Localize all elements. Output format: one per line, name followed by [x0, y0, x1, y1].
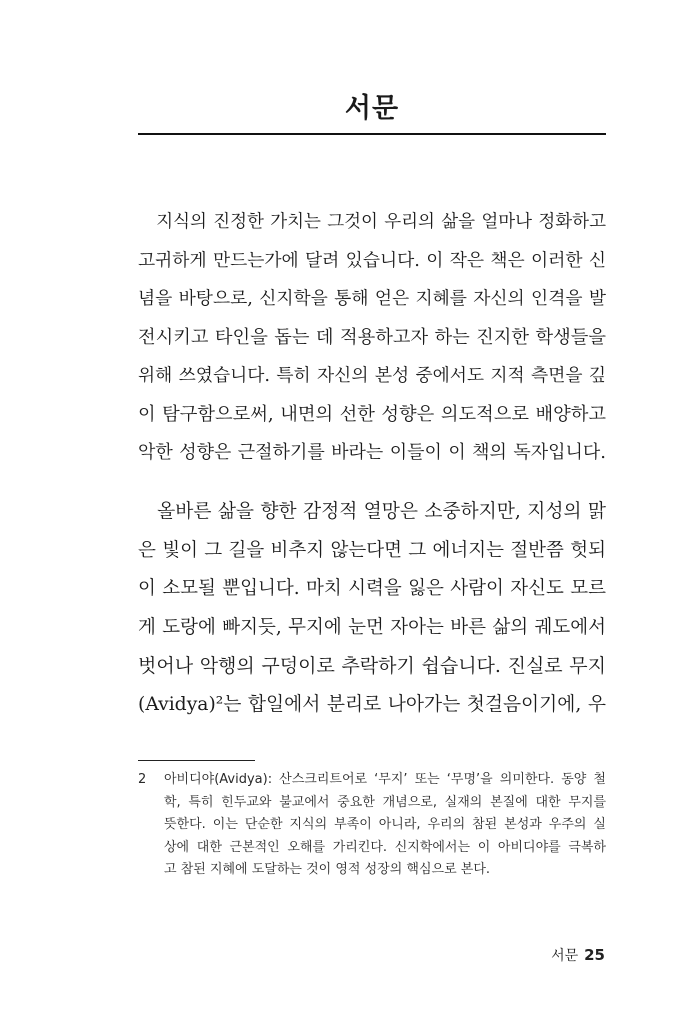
footnote — [138, 769, 606, 882]
page-title: 서문 — [344, 93, 400, 124]
running-section-title: 서문 — [551, 948, 579, 964]
text-line: 게 도랑에 빠지듯, 무지에 눈먼 자아는 바른 삶의 궤도에서 — [138, 616, 606, 638]
paragraph-1 — [138, 203, 606, 473]
footnote-line: 고 참된 지혜에 도달하는 것이 영적 성장의 핵심으로 본다. — [164, 862, 491, 878]
paragraph-2 — [138, 493, 606, 724]
footnote-line: 상에 대한 근본적인 오해를 가리킨다. 신지학에서는 이 아비디야를 극복하 — [164, 839, 606, 855]
text-line: 벗어나 악행의 구덩이로 추락하기 쉽습니다. 진실로 무지 — [138, 655, 606, 677]
page-number: 25 — [584, 946, 605, 964]
text-line: 지식의 진정한 가치는 그것이 우리의 삶을 얼마나 정화하고 — [138, 212, 606, 232]
text-line: 이 소모될 뿐입니다. 마치 시력을 잃은 사람이 자신도 모르 — [138, 578, 606, 599]
footnote-body — [164, 769, 606, 882]
footnote-line: 학, 특히 힌두교와 불교에서 중요한 개념으로, 실재의 본질에 대한 무지를 — [164, 794, 606, 810]
text-line: 이 탐구함으로써, 내면의 선한 성향은 의도적으로 배양하고 — [138, 403, 606, 425]
footnote-line: 아비디야(Avidya): 산스크리트어로 ‘무지’ 또는 ‘무명’을 의미한다. 동양 철 — [164, 772, 606, 787]
title-divider — [138, 133, 606, 135]
text-line: 은 빛이 그 길을 비추지 않는다면 그 에너지는 절반쯤 헛되 — [138, 539, 606, 561]
text-line: 고귀하게 만드는가에 달려 있습니다. 이 작은 책은 이러한 신 — [138, 250, 606, 271]
page-footer — [551, 945, 605, 965]
footnote-divider — [138, 760, 255, 761]
text-line: 위해 쓰였습니다. 특히 자신의 본성 중에서도 지적 측면을 깊 — [138, 366, 606, 386]
footnote-number: 2 — [138, 772, 147, 787]
text-line: 념을 바탕으로, 신지학을 통해 얻은 지혜를 자신의 인격을 발 — [138, 289, 606, 309]
text-line: 전시키고 타인을 돕는 데 적용하고자 하는 진지한 학생들을 — [138, 326, 606, 348]
text-line: (Avidya)²는 합일에서 분리로 나아가는 첫걸음이기에, 우 — [138, 693, 606, 715]
text-line: 악한 성향은 근절하기를 바라는 이들이 이 책의 독자입니다. — [138, 442, 606, 463]
text-line: 올바른 삶을 향한 감정적 열망은 소중하지만, 지성의 맑 — [138, 501, 606, 522]
footnote-line: 뜻한다. 이는 단순한 지식의 부족이 아니라, 우리의 참된 본성과 우주의 실 — [164, 817, 606, 833]
